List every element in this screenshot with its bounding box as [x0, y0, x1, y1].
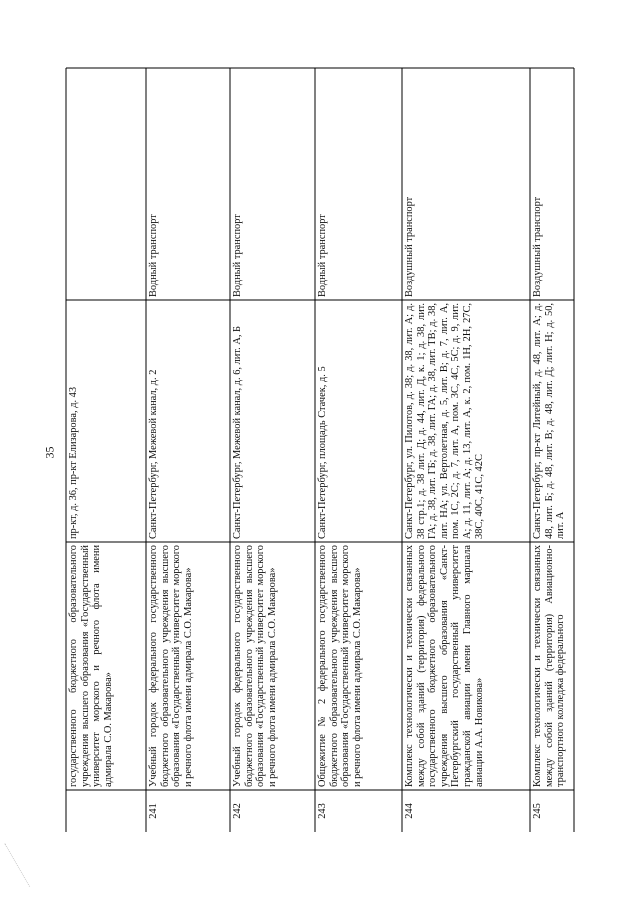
object-name: государственного бюджетного образовательного учреждения высшего образования «Государственный университет морского и речного флота имени адмирала С.О. Макарова» [68, 545, 114, 787]
transport-type: Водный транспорт [232, 214, 243, 297]
row-number [66, 790, 146, 832]
row-number: 241 [148, 803, 159, 819]
transport-type: Воздушный транспорт [532, 196, 543, 297]
object-name: Общежитие № 2 федерального государственного бюджетного образовательного учреждения высшего образования «Государственный университет морского и речного флота имени адмирала С.О. Макарова» [317, 545, 363, 787]
object-address: Санкт-Петербург, Межевой канал, д. 2 [148, 369, 159, 539]
object-address: Санкт-Петербург, ул. Пилотов, д. 38; д. 38, лит. А; д. 38 стр.1; д. 38 лит. Д; д. 44, лит. Д, к. 1; д. 38, лит. ГА; д. 38, лит. ГБ; д. 38, лит. ГА; д. 38, лит. ТВ; д. 38, лит. НА; ул. Вертолетная, д. 5, лит. В; д. 7, лит. А, пом. 1С, 2С; д. 7, лит. А, пом. 3С, 4С, 5С; д. 9, лит. А; д. 11, лит. А; д. 13, лит. А, к. 2, пом. 1Н, 2Н, 27С, 38С, 40С, 41С, 42С [404, 303, 485, 539]
transport-type: Водный транспорт [317, 214, 328, 297]
object-name: Комплекс технологически и технически связанных между собой зданий (территория) Авиационно-транспортного колледжа федерального [532, 545, 567, 787]
object-address: пр-кт, д. 36, пр-кт Елизарова, д. 43 [68, 386, 79, 539]
object-name: Учебный городок федерального государственного бюджетного образовательного учреждения высшего образования «Государственный университет морского и речного флота имени адмирала С.О. Макарова» [148, 545, 194, 787]
row-number: 244 [404, 803, 415, 819]
object-name: Комплекс технологически и технически связанных между собой зданий (территория) федерального государственного бюджетного образовательного учреждения высшего образования «Санкт-Петербургский государственный университет гражданской авиации имени Главного маршала авиации А.А. Новикова» [404, 545, 485, 787]
row-number: 245 [532, 803, 543, 819]
transport-type: Водный транспорт [148, 214, 159, 297]
transport-type [66, 68, 146, 300]
object-address: Санкт-Петербург, площадь Стачек, д. 5 [317, 366, 328, 539]
object-address: Санкт-Петербург, пр-кт Литейный, д. 48, лит. А; д. 48, лит. Б; д. 48, лит. В; д. 48, лит. Д; лит. Н; д. 50, лит. А [532, 303, 567, 539]
object-name: Учебный городок федерального государственного бюджетного образовательного учреждения высшего образования «Государственный университет морского и речного флота имени адмирала С.О. Макарова» [232, 545, 278, 787]
row-number: 243 [317, 803, 328, 819]
object-address: Санкт-Петербург, Межевой канал, д. 6, лит. А, Б [232, 326, 243, 539]
row-number: 242 [232, 803, 243, 819]
transport-type: Воздушный транспорт [404, 196, 415, 297]
page-number: 35 [42, 446, 57, 459]
